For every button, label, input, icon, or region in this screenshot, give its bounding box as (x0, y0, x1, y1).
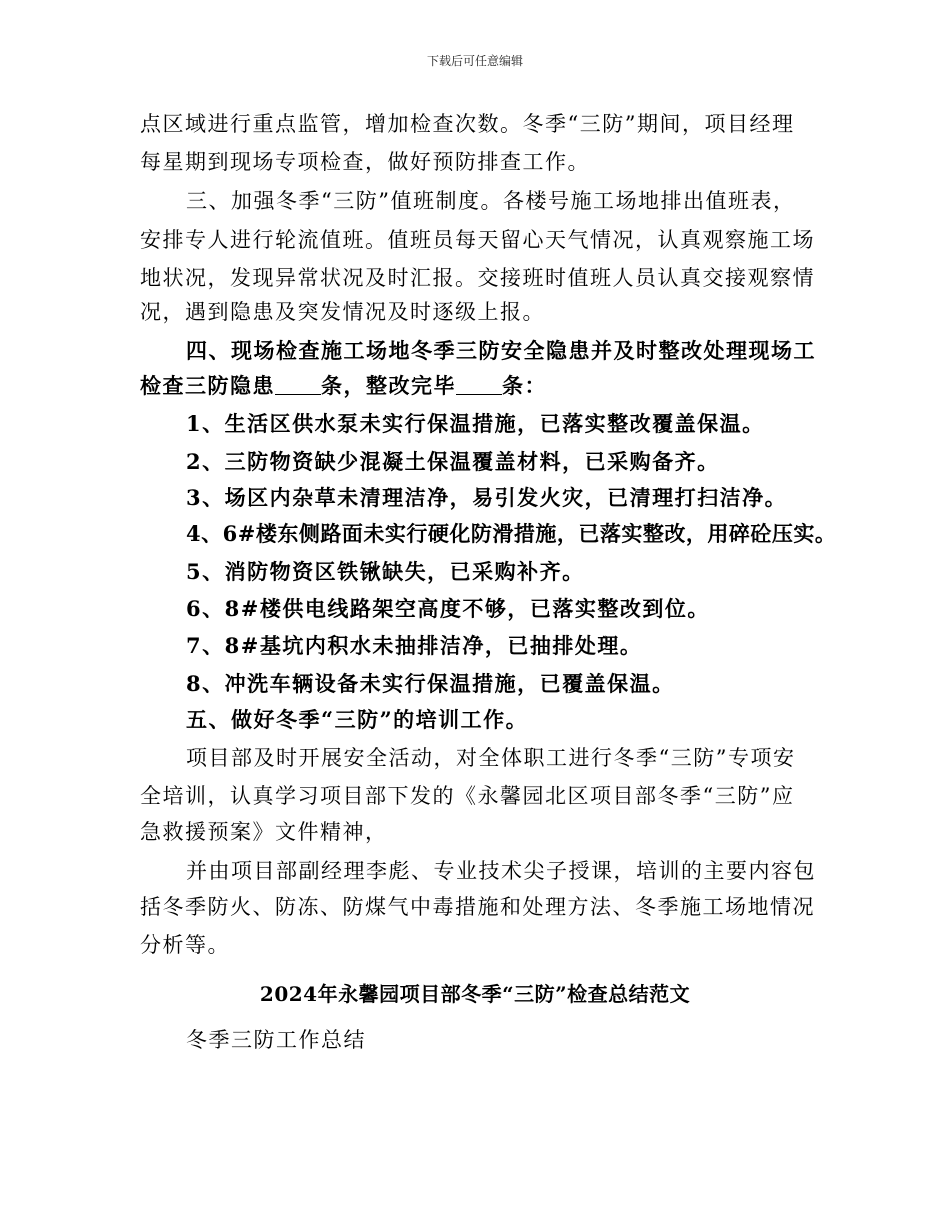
paragraph-line: 分析等。 (140, 933, 230, 957)
section-heading: 四、现场检查施工场地冬季三防安全隐患并及时整改处理现场工 (186, 338, 816, 363)
list-item: 5、消防物资区铁锹缺失，已采购补齐。 (186, 559, 585, 584)
list-item: 6、8#楼供电线路架空高度不够，已落实整改到位。 (186, 596, 710, 621)
list-item: 2、三防物资缺少混凝土保温覆盖材料，已采购备齐。 (186, 449, 720, 474)
paragraph-line: 每星期到现场专项检查，做好预防排查工作。 (140, 150, 590, 174)
section-heading: 五、做好冬季“三防”的培训工作。 (186, 707, 529, 732)
list-item: 7、8#基坑内积水未抽排洁净，已抽排处理。 (186, 633, 643, 658)
list-item: 8、冲洗车辆设备未实行保温措施，已覆盖保温。 (186, 671, 675, 696)
page-header: 下载后可任意编辑 (426, 54, 523, 68)
list-item: 1、生活区供水泵未实行保温措施，已落实整改覆盖保温。 (186, 411, 765, 436)
list-item: 4、6#楼东侧路面未实行硬化防滑措施，已落实整改，用碎砼压实。 (186, 521, 837, 546)
paragraph-line: 三、加强冬季“三防”值班制度。各楼号施工场地排出值班表， (186, 189, 796, 213)
list-item: 3、场区内杂草未清理洁净，易引发火灾，已清理打扫洁净。 (186, 485, 788, 510)
paragraph-line: 急救援预案》文件精神， (140, 820, 388, 844)
document-title: 2024年永馨园项目部冬季“三防”检查总结范文 (259, 982, 691, 1006)
paragraph-line: 安排专人进行轮流值班。值班员每天留心天气情况，认真观察施工场 (140, 228, 815, 252)
paragraph-line: 括冬季防火、防冻、防煤气中毒措施和处理方法、冬季施工场地情况 (140, 895, 815, 919)
paragraph-line: 全培训，认真学习项目部下发的《永馨园北区项目部冬季“三防”应 (140, 784, 795, 808)
paragraph-line: 点区域进行重点监管，增加检查次数。冬季“三防”期间，项目经理 (140, 112, 795, 136)
paragraph-line: 况，遇到隐患及突发情况及时逐级上报。 (140, 300, 545, 324)
paragraph-line: 地状况，发现异常状况及时汇报。交接班时值班人员认真交接观察情 (140, 266, 815, 290)
paragraph-line: 项目部及时开展安全活动，对全体职工进行冬季“三防”专项安 (186, 746, 796, 770)
section-heading-line2: 检查三防隐患 条，整改完毕 条： (140, 373, 547, 398)
blank-field (275, 374, 321, 395)
blank-field (456, 374, 502, 395)
paragraph-line: 并由项目部副经理李彪、专业技术尖子授课，培训的主要内容包 (186, 859, 816, 883)
subtitle: 冬季三防工作总结 (186, 1028, 366, 1052)
